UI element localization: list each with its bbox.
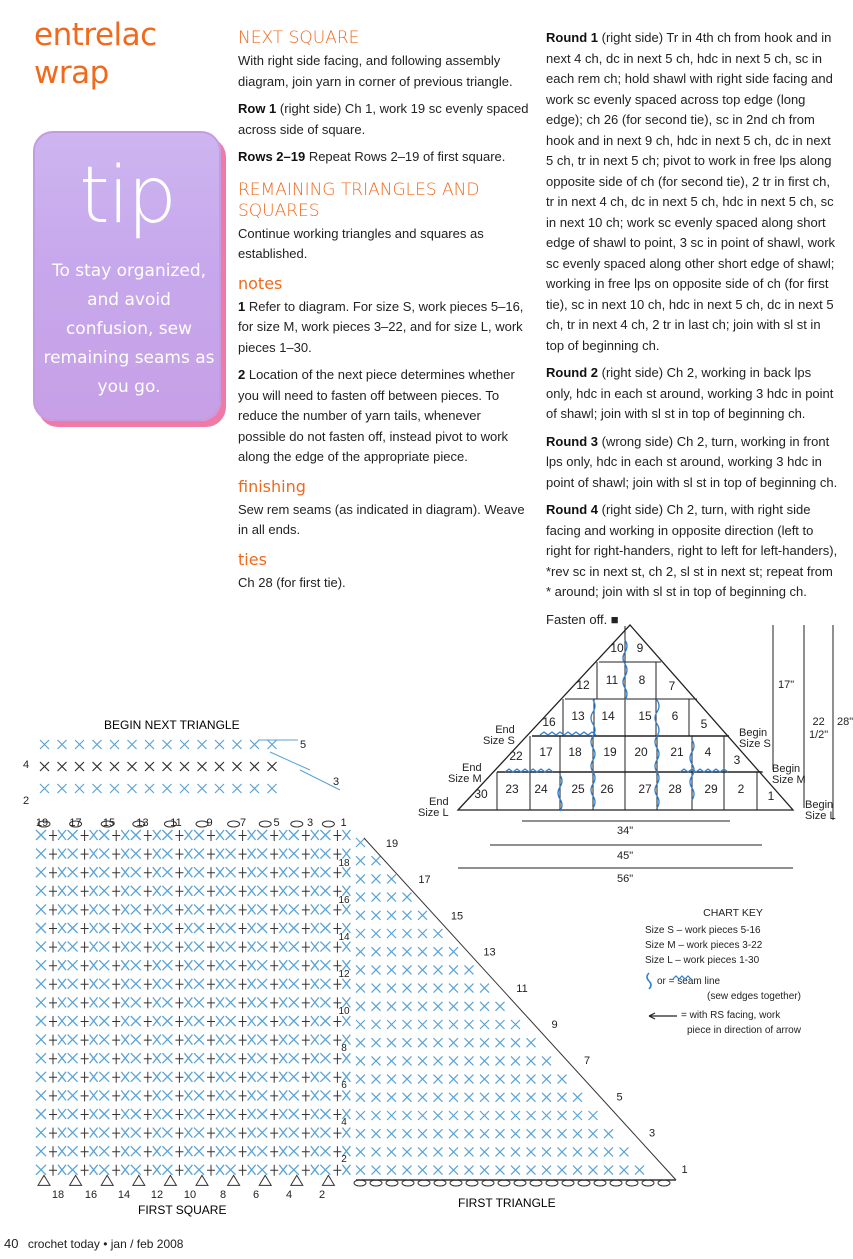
- assembly-piece-number: 13: [571, 709, 585, 723]
- assembly-piece-number: 17: [539, 745, 553, 759]
- assembly-piece-number: 10: [610, 641, 624, 655]
- assembly-piece-number: 21: [670, 745, 684, 759]
- round3-label: Round 3: [546, 433, 598, 449]
- magazine-name: crochet today: [27, 1237, 100, 1251]
- square-right-number: 12: [338, 969, 350, 980]
- square-bottom-number: 10: [183, 1189, 197, 1201]
- finishing-body: Sew rem seams (as indicated in diagram). Weave in all ends.: [238, 501, 525, 537]
- note2-text: Location of the next piece determines whether you will need to fasten off between pieces. To reduce the number of yarn tails, whenever possible do not fasten off, instead pivot to work along the edge of the appropriate piece.: [238, 367, 515, 464]
- tip-text: To stay organized, and avoid confusion, sew remaining seams as you go.: [43, 261, 215, 397]
- assembly-piece-number: 24: [534, 782, 548, 796]
- note1-text: Refer to diagram. For size S, work pieces 5–16, for size M, work pieces 3–22, and for size L, work pieces 1–30.: [238, 298, 524, 355]
- triangle-row-number: 3: [648, 1127, 656, 1140]
- round4-label: Round 4: [546, 502, 598, 517]
- square-top-number: 5: [273, 817, 280, 829]
- assembly-piece-number: 12: [576, 678, 590, 692]
- square-bottom-number: 12: [150, 1189, 164, 1201]
- square-bottom-number: 16: [84, 1189, 98, 1201]
- heading-notes: notes: [238, 273, 283, 293]
- assembly-piece-number: 25: [571, 782, 585, 796]
- first-triangle-label: FIRST TRIANGLE: [458, 1196, 556, 1210]
- assembly-piece-number: 4: [704, 745, 712, 759]
- remaining-body: Continue working triangles and squares as established.: [238, 225, 484, 261]
- assembly-piece-number: 11: [605, 673, 619, 687]
- assembly-piece-number: 20: [634, 745, 648, 759]
- height-28-label: 28": [837, 716, 853, 728]
- round2-label: Round 2: [546, 365, 598, 380]
- heading-finishing: finishing: [238, 476, 306, 496]
- page-title-line1: entrelac: [34, 17, 157, 53]
- assembly-piece-number: 22: [509, 749, 523, 763]
- seam-line-icon: [643, 971, 703, 989]
- square-top-number: 7: [239, 817, 247, 829]
- square-top-number: 19: [35, 817, 49, 829]
- round1-label: Round 1: [546, 30, 598, 45]
- next-triangle-left-number: 4: [22, 759, 30, 771]
- fasten-off: Fasten off. ■: [546, 611, 619, 627]
- begin-size-s-label: Begin Size S: [739, 727, 771, 750]
- round1-text: (right side) Tr in 4th ch from hook and in next 4 ch, dc in next 5 ch, hdc in next 5 ch, sc in each rem ch; hold shawl with right side facing and work sc evenly spaced across top edge (long edge); ch 26 (for second tie), sc in 2nd ch from hook and in next 9 ch, hdc in next 5 ch, dc in next 5 ch, tr in next 5 ch; pivot to work in free lps along opposite side of ch (for second tie), 2 tr in first ch, tr in next 4 ch, dc in next 5 ch, hdc in next 5 ch, sc in next 10 ch; work sc evenly spaced along short edge of shawl to point, 3 sc in point of shawl, work sc evenly spaced along other short edge of shawl; working in free lps on opposite side of ch (for first tie), sc in next 10 ch, hdc in next 5 ch, dc in next 5 ch, tr in next 4 ch, 2 tr in last ch; join with sl st in top of beginning ch.: [546, 30, 836, 353]
- heading-ties: ties: [238, 549, 267, 569]
- tip-heading: tip: [79, 151, 175, 241]
- chart-key-arrow-2: piece in direction of arrow: [687, 1025, 801, 1036]
- square-right-number: 18: [338, 858, 350, 869]
- triangle-row-number: 1: [681, 1163, 688, 1176]
- round4-text: (right side) Ch 2, turn, with right side facing and working in opposite direction (left to right for right-handers, right to left for left-handers), *rev sc in next st, ch 2, sl st in next st; repeat from * around; join with sl st in top of beginning ch.: [546, 502, 838, 599]
- end-size-l-label: End Size L: [418, 796, 449, 819]
- chart-key-arrow: = with RS facing, work: [681, 1010, 781, 1021]
- assembly-piece-number: 6: [671, 709, 679, 723]
- square-right-number: 4: [341, 1117, 347, 1128]
- heading-next-square: NEXT SQUARE: [238, 28, 360, 48]
- round3-text: (wrong side) Ch 2, turn, working in front lps only, hdc in each st around, working 3 hdc in point of shawl; join with sl st in top of beginning ch.: [546, 433, 838, 490]
- assembly-piece-number: 9: [636, 641, 644, 655]
- ties-body: Ch 28 (for first tie).: [238, 574, 346, 590]
- square-top-number: 9: [206, 817, 213, 829]
- assembly-piece-number: 19: [603, 745, 617, 759]
- assembly-piece-number: 26: [600, 782, 614, 796]
- begin-next-triangle-label: BEGIN NEXT TRIANGLE: [104, 718, 240, 732]
- square-bottom-number: 2: [318, 1189, 326, 1201]
- end-size-m-label: End Size M: [448, 762, 482, 785]
- assembly-piece-number: 18: [568, 745, 582, 759]
- square-bottom-number: 8: [219, 1189, 227, 1201]
- assembly-piece-number: 2: [737, 782, 745, 796]
- triangle-row-number: 7: [583, 1055, 591, 1068]
- page-title-line2: wrap: [34, 55, 109, 91]
- next-triangle-number: 3: [332, 776, 340, 788]
- assembly-piece-number: 5: [700, 717, 708, 731]
- assembly-piece-number: 28: [668, 782, 682, 796]
- row1-label: Row 1: [238, 101, 277, 116]
- chart-key-seam: or = seam line: [657, 976, 721, 987]
- page-footer: [4, 1236, 183, 1251]
- width-45-label: 45": [617, 850, 634, 862]
- assembly-piece-number: 7: [668, 679, 676, 693]
- square-right-number: 2: [341, 1154, 347, 1165]
- square-top-number: 17: [69, 817, 82, 829]
- triangle-row-number: 11: [516, 982, 528, 995]
- next-triangle-number: 5: [299, 739, 307, 751]
- assembly-piece-number: 14: [601, 709, 615, 723]
- triangle-row-number: 9: [551, 1019, 558, 1031]
- assembly-piece-number: 16: [542, 715, 556, 729]
- assembly-seam-line: [505, 769, 553, 772]
- chart-key: [645, 906, 801, 1038]
- square-right-number: 6: [341, 1080, 347, 1091]
- width-56-label: 56": [617, 873, 634, 885]
- page-number: 40: [4, 1236, 19, 1251]
- issue-date: jan / feb 2008: [110, 1237, 184, 1251]
- assembly-seam-line: [540, 732, 596, 735]
- end-size-s-label: End Size S: [483, 724, 515, 747]
- chart-key-seam-2: (sew edges together): [707, 991, 801, 1002]
- footer-bullet: •: [103, 1237, 108, 1251]
- assembly-piece-number: 27: [638, 782, 652, 796]
- assembly-seam-line: [680, 769, 728, 772]
- square-bottom-number: 6: [252, 1189, 260, 1201]
- square-right-number: 16: [338, 895, 350, 906]
- chart-key-size-l: Size L – work pieces 1-30: [645, 955, 760, 966]
- square-right-number: 14: [338, 932, 350, 943]
- square-top-number: 15: [102, 817, 116, 829]
- square-top-number: 1: [340, 817, 347, 829]
- assembly-piece-number: 30: [474, 787, 488, 801]
- assembly-piece-number: 15: [638, 709, 652, 723]
- rows219-label: Rows 2–19: [238, 149, 306, 164]
- triangle-row-number: 15: [450, 910, 464, 923]
- begin-size-l-label: Begin Size L: [805, 799, 836, 822]
- assembly-piece-number: 1: [767, 789, 775, 803]
- square-right-number: 8: [341, 1043, 347, 1054]
- work-direction-arrow-icon: [645, 1011, 679, 1021]
- note2-label: 2: [238, 367, 246, 382]
- next-square-body: With right side facing, and following assembly diagram, join yarn in corner of previous triangle.: [238, 53, 513, 89]
- height-22-label: 22 1/2": [809, 716, 829, 741]
- heading-remaining: REMAINING TRIANGLES AND SQUARES: [238, 179, 480, 221]
- note1-label: 1: [238, 298, 246, 314]
- assembly-piece-number: 8: [638, 673, 646, 687]
- assembly-piece-number: 29: [704, 782, 718, 796]
- assembly-piece-number: 3: [733, 753, 741, 767]
- chart-key-title: CHART KEY: [703, 907, 763, 919]
- height-17-label: 17": [778, 679, 795, 691]
- assembly-piece-number: 23: [505, 782, 519, 796]
- triangle-row-number: 5: [616, 1091, 623, 1104]
- first-square-label: FIRST SQUARE: [138, 1203, 227, 1217]
- square-bottom-number: 18: [51, 1189, 65, 1201]
- assembly-piece-numbers: [474, 641, 774, 803]
- square-bottom-number: 14: [117, 1189, 131, 1201]
- square-top-number: 13: [136, 817, 149, 829]
- next-triangle-left-number: 2: [22, 795, 30, 807]
- square-right-number: 10: [338, 1006, 350, 1017]
- triangle-row-number: 17: [418, 874, 431, 887]
- triangle-row-number: 19: [385, 838, 399, 850]
- chart-key-size-m: Size M – work pieces 3-22: [645, 940, 763, 951]
- square-top-number: 3: [306, 817, 314, 829]
- begin-size-m-label: Begin Size M: [772, 763, 806, 786]
- chart-key-size-s: Size S – work pieces 5-16: [645, 925, 761, 936]
- square-top-number: 11: [170, 817, 182, 829]
- triangle-row-number: 13: [483, 946, 496, 959]
- rows219-text: Repeat Rows 2–19 of first square.: [305, 149, 506, 164]
- round2-text: (right side) Ch 2, working in back lps only, hdc in each st around, working 3 hdc in point of shawl; join with sl st in top of beginning ch.: [546, 365, 834, 421]
- square-bottom-number: 4: [285, 1189, 293, 1201]
- row1-text: (right side) Ch 1, work 19 sc evenly spaced across side of square.: [238, 101, 529, 137]
- width-34-label: 34": [617, 825, 634, 837]
